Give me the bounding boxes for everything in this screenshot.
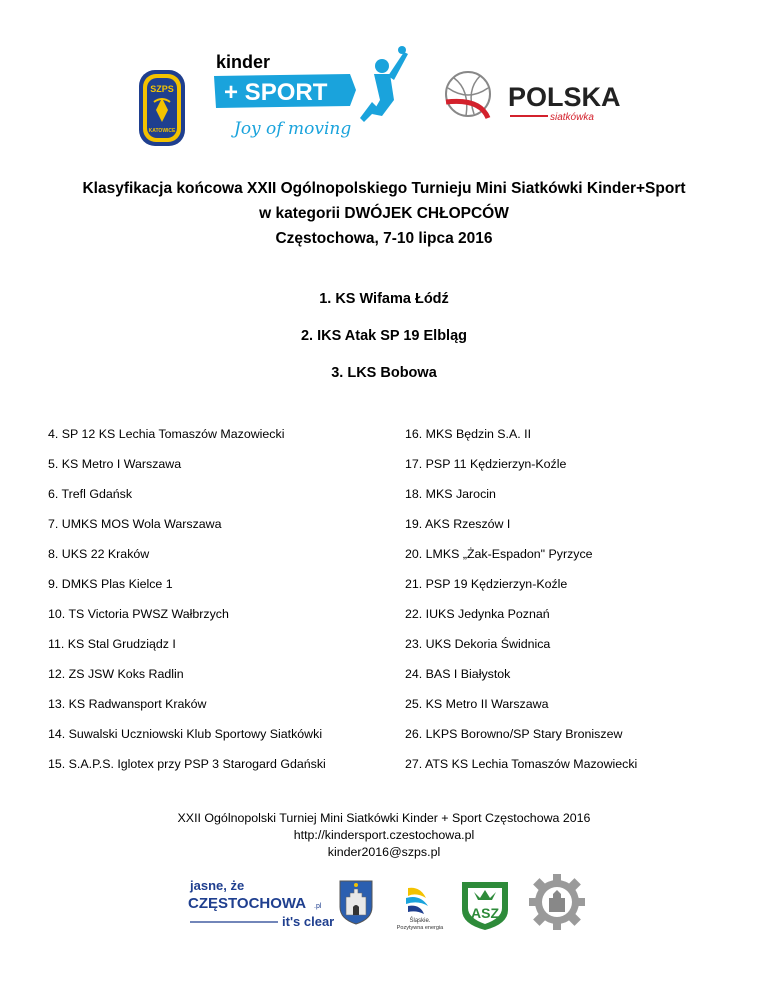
czest-line2: CZĘSTOCHOWA <box>188 895 307 912</box>
kinder-tagline: Joy of moving <box>234 119 352 139</box>
ranking-item: 9. DMKS Plas Kielce 1 <box>48 577 173 591</box>
gear-emblem-icon <box>527 872 587 932</box>
ranking-item: 7. UMKS MOS Wola Warszawa <box>48 517 222 531</box>
kinder-brand: kinder <box>216 52 271 72</box>
podium-third: 3. LKS Bobowa <box>331 365 437 381</box>
ranking-item: 10. TS Victoria PWSZ Wałbrzych <box>48 607 229 621</box>
document-title <box>0 176 768 251</box>
polska-name: POLSKA <box>508 82 621 112</box>
asz-text: ASZ <box>471 905 499 921</box>
asz-logo <box>458 878 512 932</box>
footer <box>0 810 768 861</box>
kinder-sport: + SPORT <box>224 79 328 106</box>
czest-line1: jasne, że <box>190 878 245 893</box>
polska-siatkowka-logo <box>440 68 636 124</box>
ranking-item: 6. Trefl Gdańsk <box>48 487 133 501</box>
title-line-1: Klasyfikacja końcowa XXII Ogólnopolskiego Turnieju Mini Siatkówki Kinder+Sport <box>82 180 686 197</box>
ranking-item: 17. PSP 11 Kędzierzyn-Koźle <box>405 457 567 471</box>
szps-text: SZPS <box>150 84 174 94</box>
city-crest-icon <box>338 879 374 925</box>
ranking-item: 4. SP 12 KS Lechia Tomaszów Mazowiecki <box>48 427 285 441</box>
footer-line: XXII Ogólnopolski Turniej Mini Siatkówki Kinder + Sport Częstochowa 2016 <box>177 811 591 825</box>
slaskie-line1: Śląskie. <box>409 918 431 924</box>
ranking-item: 20. LMKS „Żak-Espadon" Pyrzyce <box>405 547 593 561</box>
czest-suffix: .pl <box>314 903 322 910</box>
footer-url[interactable]: http://kindersport.czestochowa.pl <box>293 828 475 842</box>
podium-second: 2. IKS Atak SP 19 Elbląg <box>300 328 467 344</box>
ranking-item: 19. AKS Rzeszów I <box>405 517 511 531</box>
ranking-item: 27. ATS KS Lechia Tomaszów Mazowiecki <box>405 757 638 771</box>
footer-email[interactable]: kinder2016@szps.pl <box>327 845 441 859</box>
szps-sub: KATOWICE <box>148 128 176 134</box>
ranking-item: 13. KS Radwansport Kraków <box>48 697 207 711</box>
ranking-item: 25. KS Metro II Warszawa <box>405 697 549 711</box>
ranking-item: 15. S.A.P.S. Iglotex przy PSP 3 Starogard Gdański <box>48 757 326 771</box>
czest-line3: it's clear <box>282 914 335 929</box>
title-line-3: Częstochowa, 7-10 lipca 2016 <box>275 230 493 247</box>
ranking-item: 11. KS Stal Grudziądz I <box>48 637 176 651</box>
czestochowa-logo <box>186 876 338 932</box>
ranking-item: 5. KS Metro I Warszawa <box>48 457 182 471</box>
ranking-item: 22. IUKS Jedynka Poznań <box>405 607 550 621</box>
ranking-item: 12. ZS JSW Koks Radlin <box>48 667 184 681</box>
kinder-sport-logo <box>212 44 412 144</box>
ranking-item: 8. UKS 22 Kraków <box>48 547 150 561</box>
szps-logo <box>136 68 188 148</box>
podium-first: 1. KS Wifama Łódź <box>319 291 449 307</box>
slaskie-logo <box>390 884 450 930</box>
ranking-item: 16. MKS Będzin S.A. II <box>405 427 532 441</box>
ranking-item: 26. LKPS Borowno/SP Stary Broniszew <box>405 727 623 741</box>
volleyball-icon <box>446 72 490 118</box>
ranking-left-column <box>48 426 408 786</box>
title-line-2: w kategorii DWÓJEK CHŁOPCÓW <box>259 205 509 222</box>
volleyball-player-icon <box>360 46 408 122</box>
ranking-item: 24. BAS I Białystok <box>405 667 511 681</box>
ranking-item: 21. PSP 19 Kędzierzyn-Koźle <box>405 577 568 591</box>
polska-sub: siatkówka <box>550 112 594 123</box>
ranking-right-column <box>405 426 765 786</box>
ranking-item: 18. MKS Jarocin <box>405 487 496 501</box>
ranking-item: 14. Suwalski Uczniowski Klub Sportowy Siatkówki <box>48 727 323 741</box>
ranking-item: 23. UKS Dekoria Świdnica <box>405 637 551 651</box>
slaskie-line2: Pozytywna energia <box>396 925 444 930</box>
